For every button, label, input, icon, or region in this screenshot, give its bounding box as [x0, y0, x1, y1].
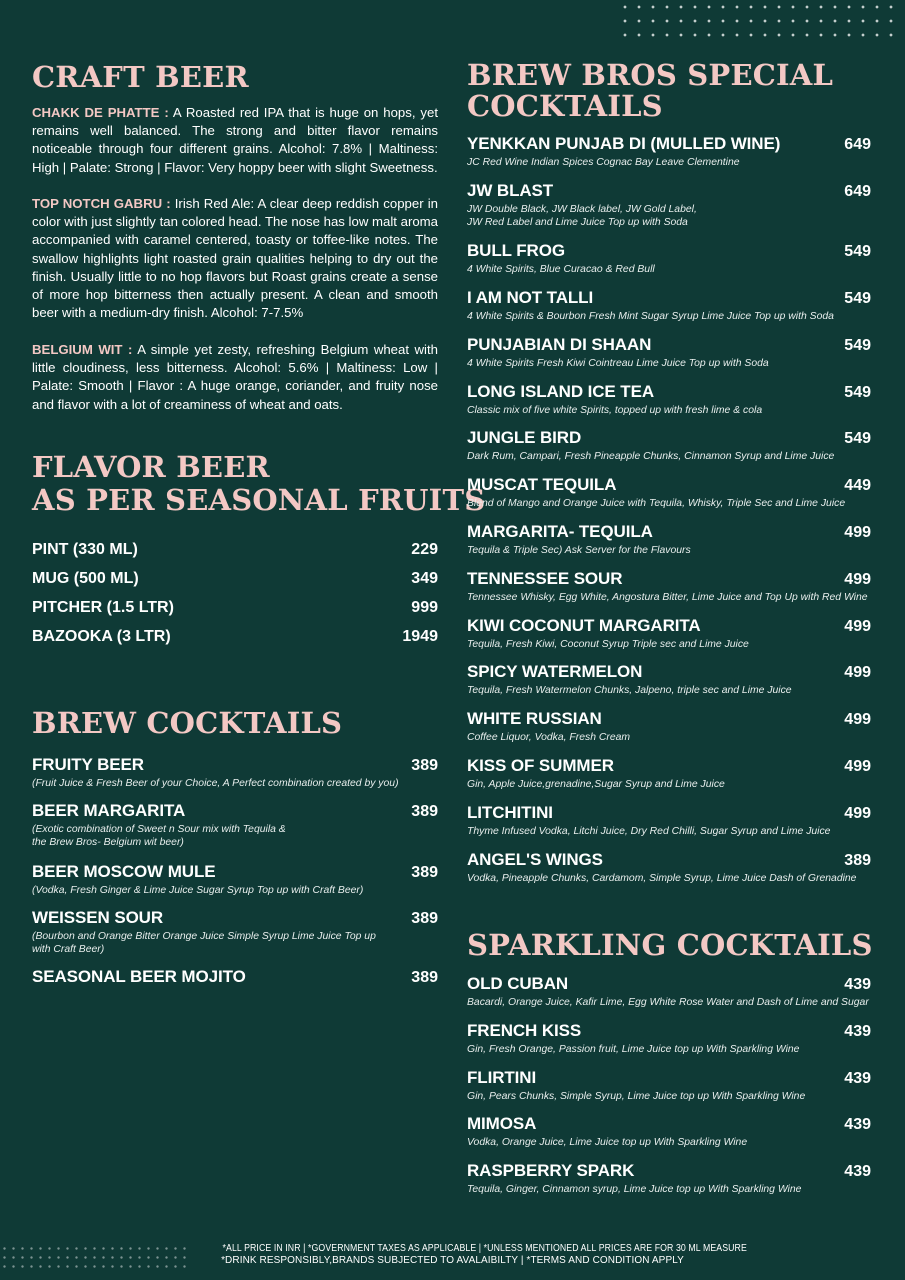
footer-notes — [190, 1243, 747, 1267]
craft-beer-description: Irish Red Ale: A clear deep reddish copper in color with just slightly tan colored head. The nose has low malt aroma accompanied with caramel centered, toasty or toffee-like notes. The swallow highlights light roasted grain qualities helping to dry out the finish. Usually little to no hop flavors but Roast grains create a sense of more hop bitterness then actually present. A clean and smooth beer with a medium-dry finish. Alcohol: 7-7.5% — [32, 196, 438, 321]
item-description: Tequila, Fresh Kiwi, Coconut Syrup Triple sec and Lime Juice — [467, 638, 749, 650]
item-description: Gin, Fresh Orange, Passion fruit, Lime Juice top up With Sparkling Wine — [467, 1043, 800, 1055]
craft-beer-name: CHAKK DE PHATTE : — [32, 105, 169, 120]
item-description-line2: the Brew Bros- Belgium wit beer) — [32, 837, 184, 848]
item-price: 499 — [844, 524, 871, 541]
item-description-line2: with Craft Beer) — [32, 944, 105, 955]
item-name: BEER MOSCOW MULE — [32, 862, 216, 881]
decorative-dots-top — [618, 0, 900, 42]
item-name: RASPBERRY SPARK — [467, 1161, 635, 1181]
item-price: 389 — [411, 969, 438, 986]
item-price: 439 — [844, 976, 871, 993]
item-description: 4 White Spirits, Blue Curacao & Red Bull — [467, 264, 655, 276]
special-cocktails-title-line2: COCKTAILS — [467, 89, 663, 123]
item-price: 549 — [844, 430, 871, 448]
footer-line-2: *DRINK RESPONSIBLY,BRANDS SUBJECTED TO AVALAIBILTY | *TERMS AND CONDITION APPLY — [221, 1255, 684, 1266]
craft-beer-name: TOP NOTCH GABRU : — [32, 196, 171, 211]
item-description: 4 White Spirits & Bourbon Fresh Mint Sugar Syrup Lime Juice Top up with Soda — [467, 311, 834, 322]
menu-item — [467, 662, 871, 697]
brew-cocktails-title: BREW COCKTAILS — [32, 706, 343, 740]
item-price: 499 — [844, 570, 871, 588]
item-name: MIMOSA — [467, 1114, 537, 1134]
item-price: 439 — [844, 1069, 871, 1087]
item-name: FRENCH KISS — [467, 1020, 582, 1040]
item-description: (Exotic combination of Sweet n Sour mix with Tequila & — [32, 824, 286, 835]
item-description: 4 White Spirits Fresh Kiwi Cointreau Lime Juice Top up with Soda — [467, 357, 769, 369]
menu-item — [467, 974, 871, 1009]
item-name: LITCHITINI — [467, 802, 553, 822]
footer-line-1: *ALL PRICE IN INR | *GOVERNMENT TAXES AS APPLICABLE | *UNLESS MENTIONED ALL PRICES ARE FOR 30 ML MEASURE — [222, 1243, 747, 1254]
menu-item — [32, 801, 438, 849]
menu-item — [467, 475, 871, 510]
item-price: 549 — [844, 336, 871, 354]
item-price: 389 — [844, 851, 871, 869]
item-price: 499 — [844, 617, 871, 635]
item-price: 389 — [411, 910, 438, 927]
item-name: FLIRTINI — [467, 1067, 537, 1087]
menu-item — [467, 1021, 871, 1056]
menu-item — [32, 908, 438, 956]
item-name: KIWI COCONUT MARGARITA — [467, 615, 701, 635]
menu-item — [467, 1161, 871, 1196]
item-price: 389 — [411, 757, 438, 774]
flavor-beer-price: 999 — [411, 599, 438, 616]
flavor-beer-size: PITCHER (1.5 LTR) — [32, 599, 174, 616]
flavor-beer-row — [32, 570, 438, 588]
sparkling-cocktails-title: SPARKLING COCKTAILS — [467, 928, 873, 962]
item-description: Blend of Mango and Orange Juice with Tequila, Whisky, Triple Sec and Lime Juice — [467, 498, 846, 510]
flavor-beer-price: 229 — [411, 541, 438, 558]
item-description: Tequila & Triple Sec) Ask Server for the Flavours — [467, 545, 691, 556]
item-price: 499 — [844, 664, 871, 682]
item-price: 389 — [411, 803, 438, 820]
item-name: KISS OF SUMMER — [467, 756, 614, 775]
flavor-beer-size: BAZOOKA (3 LTR) — [32, 628, 171, 645]
item-description: Tequila, Ginger, Cinnamon syrup, Lime Juice top up With Sparkling Wine — [467, 1184, 802, 1196]
flavor-beer-row — [32, 599, 438, 617]
item-name: MARGARITA- TEQUILA — [467, 522, 653, 541]
item-price: 549 — [844, 243, 871, 261]
item-description: Coffee Liquor, Vodka, Fresh Cream — [467, 732, 631, 744]
menu-item — [467, 850, 871, 885]
item-description: Dark Rum, Campari, Fresh Pineapple Chunks, Cinnamon Syrup and Lime Juice — [467, 451, 835, 463]
item-price: 649 — [844, 182, 871, 200]
item-description: Vodka, Orange Juice, Lime Juice top up With Sparkling Wine — [467, 1137, 748, 1149]
menu-item — [467, 288, 871, 323]
item-name: JW BLAST — [467, 180, 554, 200]
item-name: BULL FROG — [467, 241, 565, 261]
item-name: JUNGLE BIRD — [467, 428, 582, 448]
flavor-beer-size: MUG (500 ML) — [32, 570, 139, 587]
menu-item — [467, 181, 871, 229]
item-name: WEISSEN SOUR — [32, 908, 164, 927]
menu-item — [467, 522, 871, 557]
item-name: MUSCAT TEQUILA — [467, 475, 617, 495]
item-price: 439 — [844, 1163, 871, 1181]
flavor-beer-price: 1949 — [402, 628, 438, 645]
menu-item — [467, 134, 871, 169]
item-description: Gin, Apple Juice,grenadine,Sugar Syrup and Lime Juice — [467, 779, 725, 790]
item-price: 449 — [844, 477, 871, 495]
item-description: (Bourbon and Orange Bitter Orange Juice Simple Syrup Lime Juice Top up — [32, 931, 376, 942]
menu-item — [467, 569, 871, 604]
menu-item — [467, 382, 871, 417]
item-name: BEER MARGARITA — [32, 801, 186, 820]
item-description: Bacardi, Orange Juice, Kafir Lime, Egg White Rose Water and Dash of Lime and Sugar — [467, 997, 869, 1008]
item-description: Gin, Pears Chunks, Simple Syrup, Lime Juice top up With Sparkling Wine — [467, 1090, 806, 1102]
item-description: Classic mix of five white Spirits, topped up with fresh lime & cola — [467, 404, 763, 416]
item-name: SEASONAL BEER MOJITO — [32, 967, 246, 986]
flavor-beer-size: PINT (330 ML) — [32, 541, 138, 558]
item-name: I AM NOT TALLI — [467, 288, 594, 307]
menu-item — [467, 428, 871, 463]
menu-item — [467, 709, 871, 744]
craft-beer-description: A simple yet zesty, refreshing Belgium wheat with little cloudiness, less bitterness. Alcohol: 5.6% | Maltiness: Low | Palate: Smooth | Flavor : A huge orange, coriander, and fruity nose and flavor with a lot of creaminess of wheat and oats. — [32, 342, 438, 412]
item-name: OLD CUBAN — [467, 974, 569, 993]
item-price: 549 — [844, 290, 871, 307]
menu-item — [32, 755, 438, 790]
item-description: Vodka, Pineapple Chunks, Cardamom, Simple Syrup, Lime Juice Dash of Grenadine — [467, 872, 857, 884]
item-price: 439 — [844, 1022, 871, 1040]
menu-item — [467, 803, 871, 838]
craft-beer-item-belgium — [32, 341, 438, 414]
menu-item — [467, 241, 871, 276]
menu-item — [467, 1114, 871, 1149]
item-name: TENNESSEE SOUR — [467, 568, 623, 588]
item-name: PUNJABIAN DI SHAAN — [467, 334, 652, 354]
craft-beer-title: CRAFT BEER — [32, 60, 249, 94]
item-price: 499 — [844, 758, 871, 775]
menu-item — [32, 967, 438, 987]
menu-item — [467, 1068, 871, 1103]
item-name: LONG ISLAND ICE TEA — [467, 381, 654, 401]
flavor-beer-title-line2: AS PER SEASONAL FRUITS — [32, 483, 486, 517]
menu-item — [467, 756, 871, 791]
item-description: Thyme Infused Vodka, Litchi Juice, Dry Red Chilli, Sugar Syrup and Lime Juice — [467, 825, 831, 837]
item-description: Tequila, Fresh Watermelon Chunks, Jalpeno, triple sec and Lime Juice — [467, 685, 792, 697]
special-cocktails-title-line1: BREW BROS SPECIAL — [467, 58, 834, 92]
craft-beer-item-gabru — [32, 195, 438, 322]
item-name: YENKKAN PUNJAB DI (MULLED WINE) — [467, 134, 781, 153]
item-price: 499 — [844, 711, 871, 729]
item-price: 549 — [844, 383, 871, 401]
decorative-dots-bottom — [0, 1244, 190, 1274]
flavor-beer-row — [32, 628, 438, 646]
item-description: JC Red Wine Indian Spices Cognac Bay Leave Clementine — [467, 157, 740, 168]
menu-item — [32, 862, 438, 897]
flavor-beer-title-line1: FLAVOR BEER — [32, 450, 270, 484]
item-name: SPICY WATERMELON — [467, 662, 643, 682]
flavor-beer-price: 349 — [411, 570, 438, 587]
item-price: 389 — [411, 864, 438, 881]
flavor-beer-row — [32, 541, 438, 559]
item-name: ANGEL'S WINGS — [467, 849, 603, 869]
item-price: 499 — [844, 804, 871, 822]
item-description: Tennessee Whisky, Egg White, Angostura Bitter, Lime Juice and Top Up with Red Wine — [467, 591, 868, 603]
item-name: FRUITY BEER — [32, 755, 144, 774]
craft-beer-description: A Roasted red IPA that is huge on hops, yet remains well balanced. The strong and bitter flavor remains noticeable through four different grains. Alcohol: 7.8% | Maltiness: High | Palate: Strong | Flavor: Very hoppy beer with slight Sweetness. — [32, 105, 438, 175]
craft-beer-item-chakk — [32, 104, 438, 177]
item-price: 649 — [844, 136, 871, 153]
item-price: 439 — [844, 1116, 871, 1134]
item-description: (Vodka, Fresh Ginger & Lime Juice Sugar Syrup Top up with Craft Beer) — [32, 885, 364, 896]
menu-item — [467, 335, 871, 370]
menu-item — [467, 616, 871, 651]
item-description-line2: JW Red Label and Lime Juice Top up with Soda — [467, 216, 688, 228]
item-description: (Fruit Juice & Fresh Beer of your Choice, A Perfect combination created by you) — [32, 778, 399, 789]
item-name: WHITE RUSSIAN — [467, 709, 602, 729]
craft-beer-name: BELGIUM WIT : — [32, 342, 133, 357]
item-description: JW Double Black, JW Black label, JW Gold Label, — [467, 203, 697, 215]
